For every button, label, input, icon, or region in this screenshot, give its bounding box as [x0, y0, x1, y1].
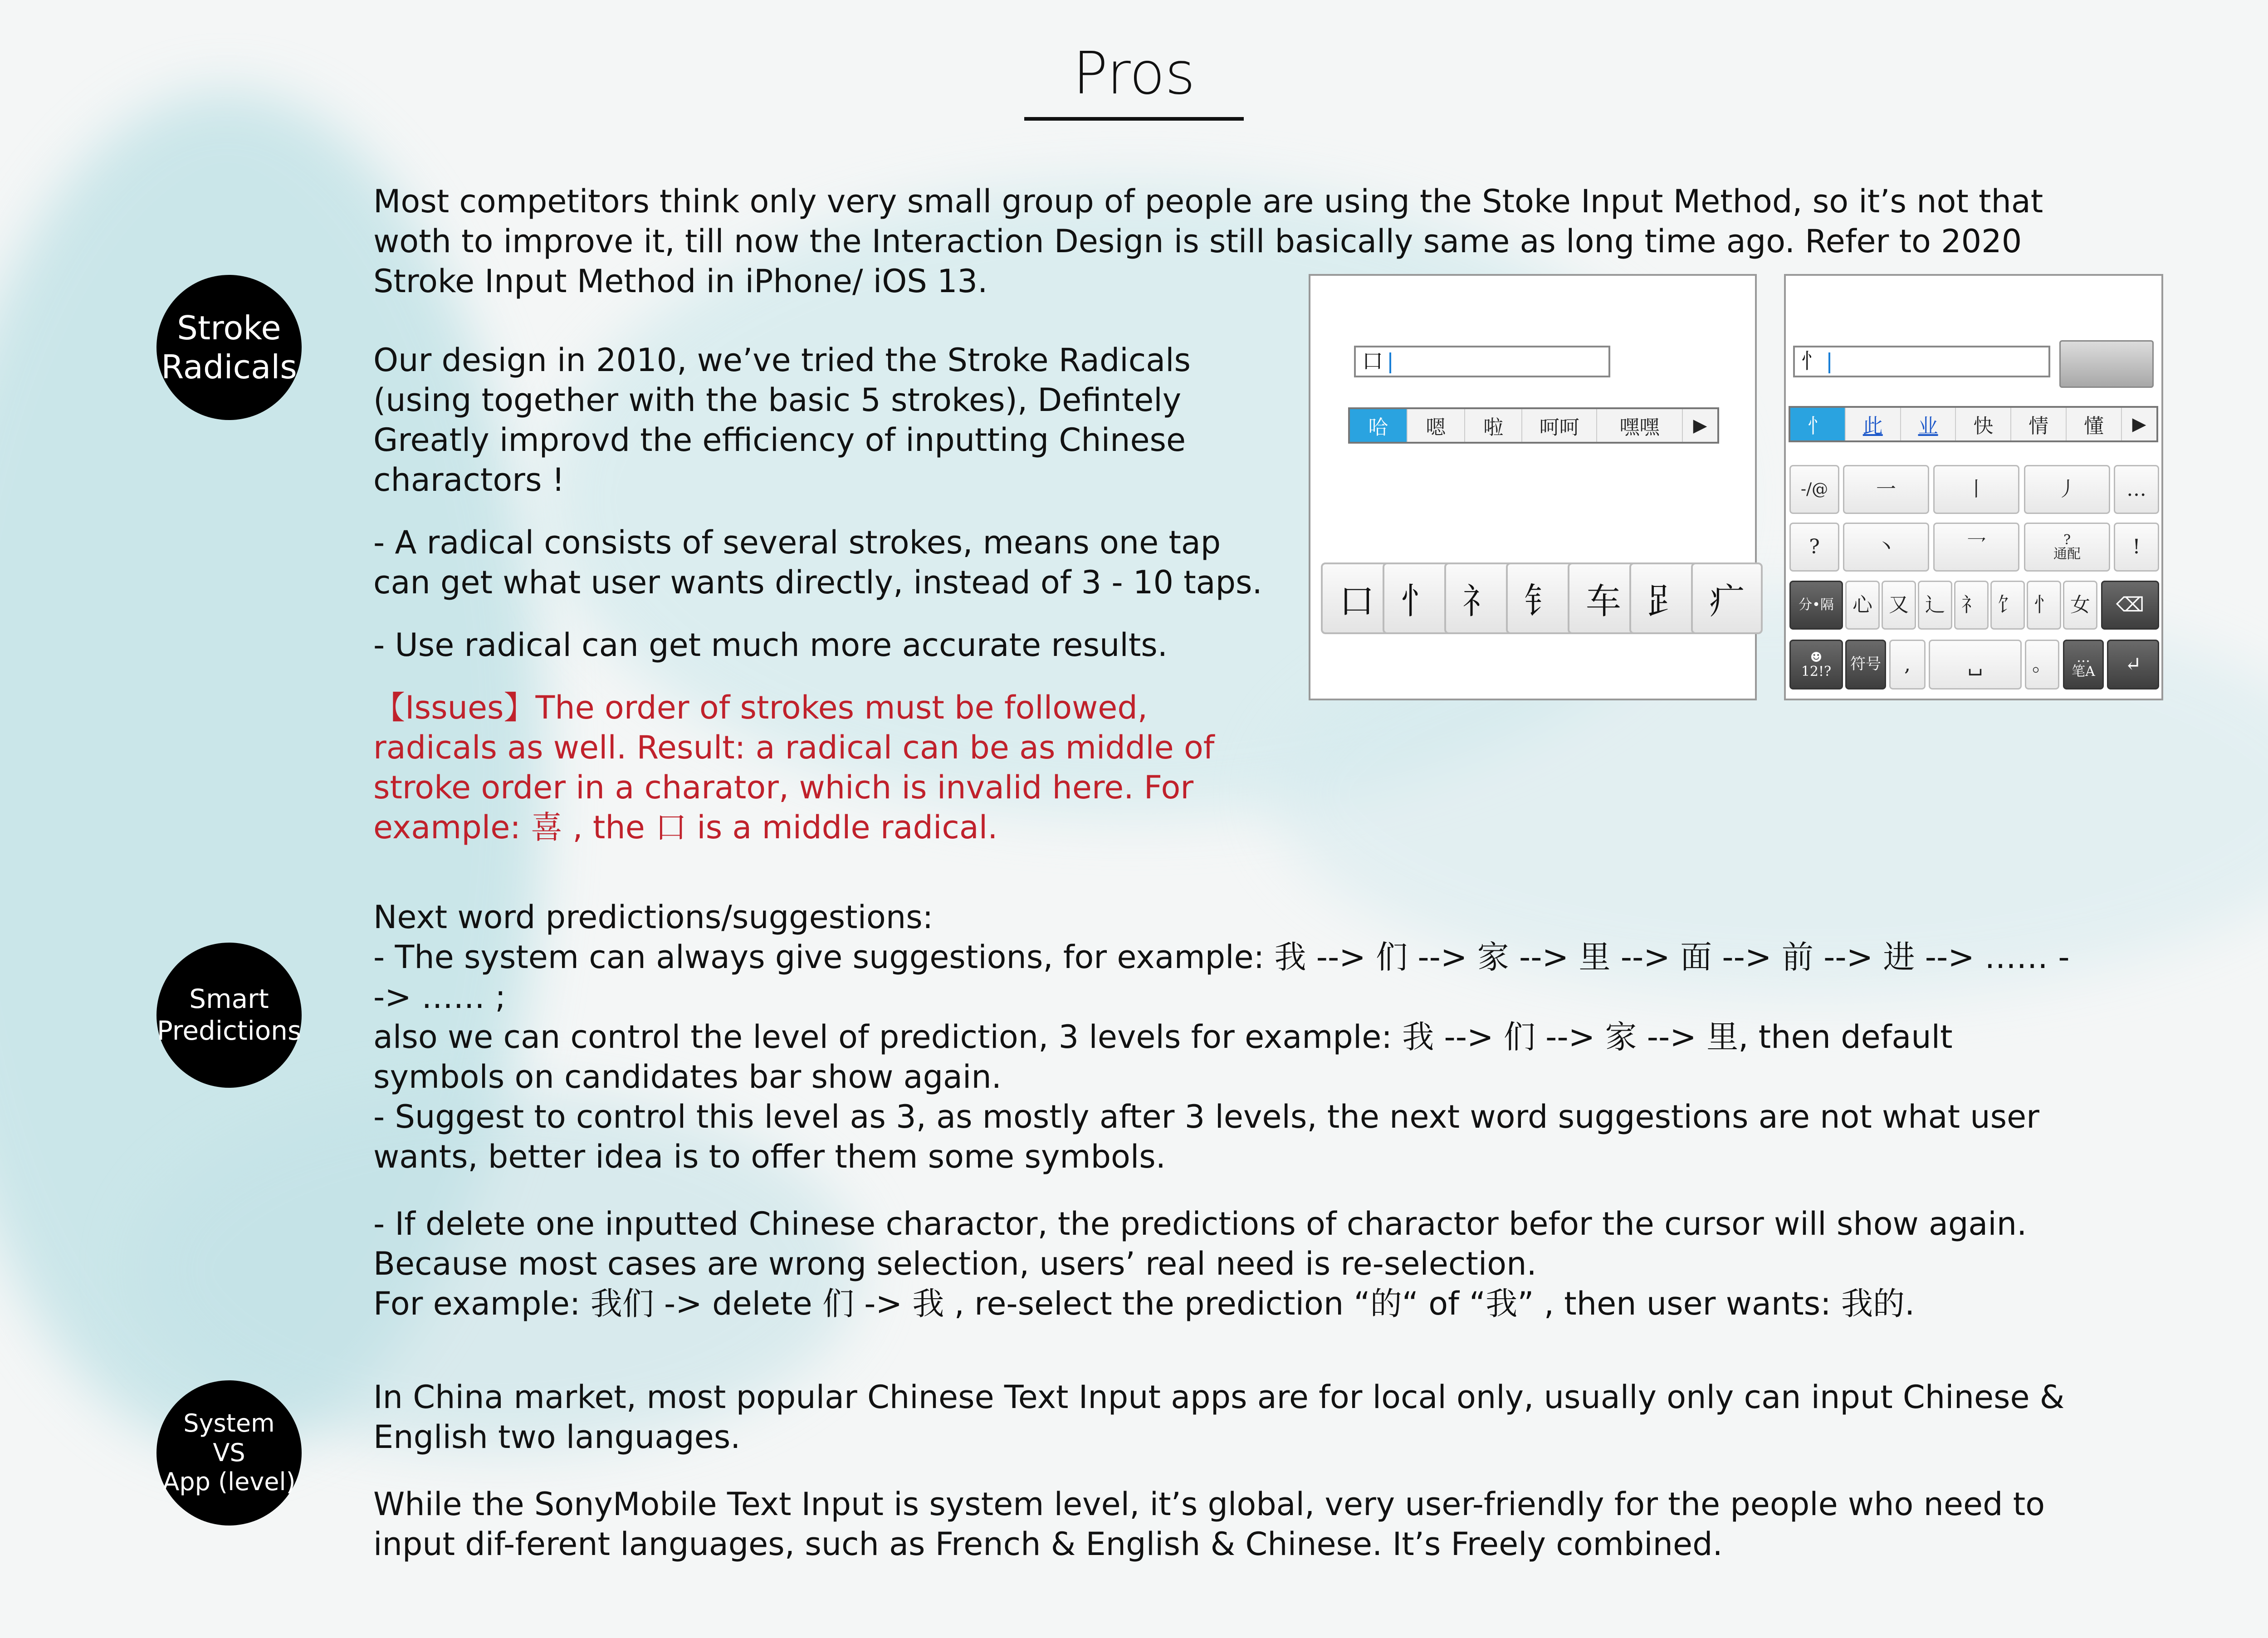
section-badge-stroke-radicals: Stroke Radicals [156, 275, 302, 420]
radical-key[interactable]: 𧾷 [1629, 562, 1701, 634]
stroke-details: Our design in 2010, we’ve tried the Stroke Radicals (using together with the basic 5 strokes), Defintely Greatly improvd the efficiency of inputting Chinese charactors ! - A radical consists of several strokes, means one tap can get what user wants directly, instead of 3 - 10 taps. - Use radical can get much more accurate results. 【Issues】The order of strokes must be followed, radicals as well. Result: a radical can be as middle of stroke order in a charator, which is invalid here. For example: 喜 , the 口 is a middle radical. [373, 340, 1281, 847]
radical-key[interactable]: 忄 [1383, 562, 1454, 634]
candidate[interactable]: 忄 [1790, 408, 1846, 440]
backspace-icon[interactable]: ⌫ [2101, 581, 2159, 630]
more-key[interactable]: … [2114, 465, 2159, 514]
radical-key[interactable]: 车 [1568, 562, 1639, 634]
wildcard-key[interactable]: ? 通配 [2024, 523, 2110, 572]
comma-key[interactable]: , [1889, 640, 1926, 689]
radical-key[interactable]: 礻 [1954, 581, 1989, 630]
smiley-icon: ☻ [1810, 649, 1823, 665]
stroke-keyboard-mockup-1 [1309, 274, 1757, 700]
period-key[interactable]: 。 [2025, 640, 2059, 689]
enter-icon[interactable]: ↵ [2107, 640, 2159, 689]
stroke-key[interactable]: 乛 [1933, 523, 2019, 572]
radical-key[interactable]: 心 [1845, 581, 1880, 630]
symbols-key[interactable]: 符号 [1845, 640, 1886, 689]
candidate[interactable]: 快 [1956, 408, 2011, 440]
candidate[interactable]: 呵呵 [1522, 409, 1597, 442]
radical-key[interactable]: 又 [1882, 581, 1916, 630]
issues-note: 【Issues】The order of strokes must be followed, radicals as well. Result: a radical can be as middle of stroke order in a charator, which is invalid here. For example: 喜 , the 口 is a middle radical. [373, 689, 1215, 846]
section-badge-smart-predictions: Smart Predictions [156, 943, 302, 1088]
more-arrow-icon[interactable]: ▶ [1693, 415, 1707, 436]
system-text: In China market, most popular Chinese Text Input apps are for local only, usually only can input Chinese & English two languages. While the SonyMobile Text Input is system level, it’s global, very user-friendly for the people who need to input dif-ferent languages, such as French & English & Chinese. It’s Freely combined. [373, 1379, 2065, 1563]
stroke-key[interactable]: 丶 [1843, 523, 1929, 572]
radical-key[interactable]: 口 [1321, 562, 1393, 634]
candidate[interactable]: 哈 [1350, 409, 1408, 442]
action-button[interactable] [2059, 340, 2154, 388]
space-key[interactable]: ␣ [1929, 640, 2022, 689]
candidate[interactable]: 啦 [1465, 409, 1523, 442]
symbol-key[interactable]: -/@ [1789, 465, 1839, 514]
more-arrow-icon[interactable]: ▶ [2132, 414, 2146, 435]
question-key[interactable]: ? [1789, 523, 1839, 572]
radical-key[interactable]: 饣 [1990, 581, 2025, 630]
input-field[interactable]: 口 [1354, 346, 1610, 377]
candidate[interactable]: 业 [1901, 408, 1956, 440]
radical-key[interactable]: 钅 [1506, 562, 1578, 634]
candidate[interactable]: 此 [1846, 408, 1901, 440]
candidates-bar [1348, 407, 1719, 444]
candidate[interactable]: 懂 [2067, 408, 2122, 440]
radical-key[interactable]: 辶 [1918, 581, 1952, 630]
stroke-key[interactable]: 丨 [1933, 465, 2019, 514]
input-field[interactable]: 忄 [1793, 346, 2050, 377]
emoji-numbers-key[interactable]: ☻ 12!? [1789, 640, 1843, 689]
radical-key[interactable]: 女 [2063, 581, 2097, 630]
separator-key[interactable]: 分•隔 [1789, 581, 1843, 630]
page-title: Pros [1073, 40, 1195, 108]
stroke-key[interactable]: 一 [1843, 465, 1929, 514]
section-badge-system-vs-app: System VS App (level) [156, 1380, 302, 1526]
language-switch-key[interactable]: … 笔A [2063, 640, 2104, 689]
candidates-bar [1789, 406, 2158, 442]
stroke-key[interactable]: 丿 [2024, 465, 2110, 514]
radical-key[interactable]: 忄 [2027, 581, 2061, 630]
candidate[interactable]: 嗯 [1408, 409, 1465, 442]
candidate[interactable]: 情 [2011, 408, 2067, 440]
stroke-intro: Most competitors think only very small group of people are using the Stoke Input Method, so it’s not that woth to improve it, till now the Interaction Design is still basically same as long time ago. Refer to 2020 Stroke Input Method in iPhone/ iOS 13. [373, 183, 2043, 300]
predictions-text: Next word predictions/suggestions: - The system can always give suggestions, for example: 我 --> 们 --> 家 --> 里 --> 面 --> 前 --> 进 --> …… --> …… ; also we can control the level of prediction, 3 levels for example: 我 --> 们 --> 家 --> 里, then default symbols on candidates bar show again. - Suggest to control this level as 3, as mostly after 3 levels, the next word suggestions are not what user wants, better idea is to offer them some symbols. - If delete one inputted Chinese charactor, the predictions of charactor befor the cursor will show again. Because most cases are wrong selection, users’ real need is re-selection. For example: 我们 -> delete 们 -> 我 , re-select the prediction “的“ of “我” , then user wants: 我的. [373, 899, 2070, 1322]
title-underline [1024, 117, 1244, 121]
radical-key[interactable]: 礻 [1444, 562, 1516, 634]
candidate[interactable]: 嘿嘿 [1597, 409, 1683, 442]
radical-key[interactable]: 疒 [1691, 562, 1763, 634]
exclamation-key[interactable]: ! [2114, 523, 2159, 572]
